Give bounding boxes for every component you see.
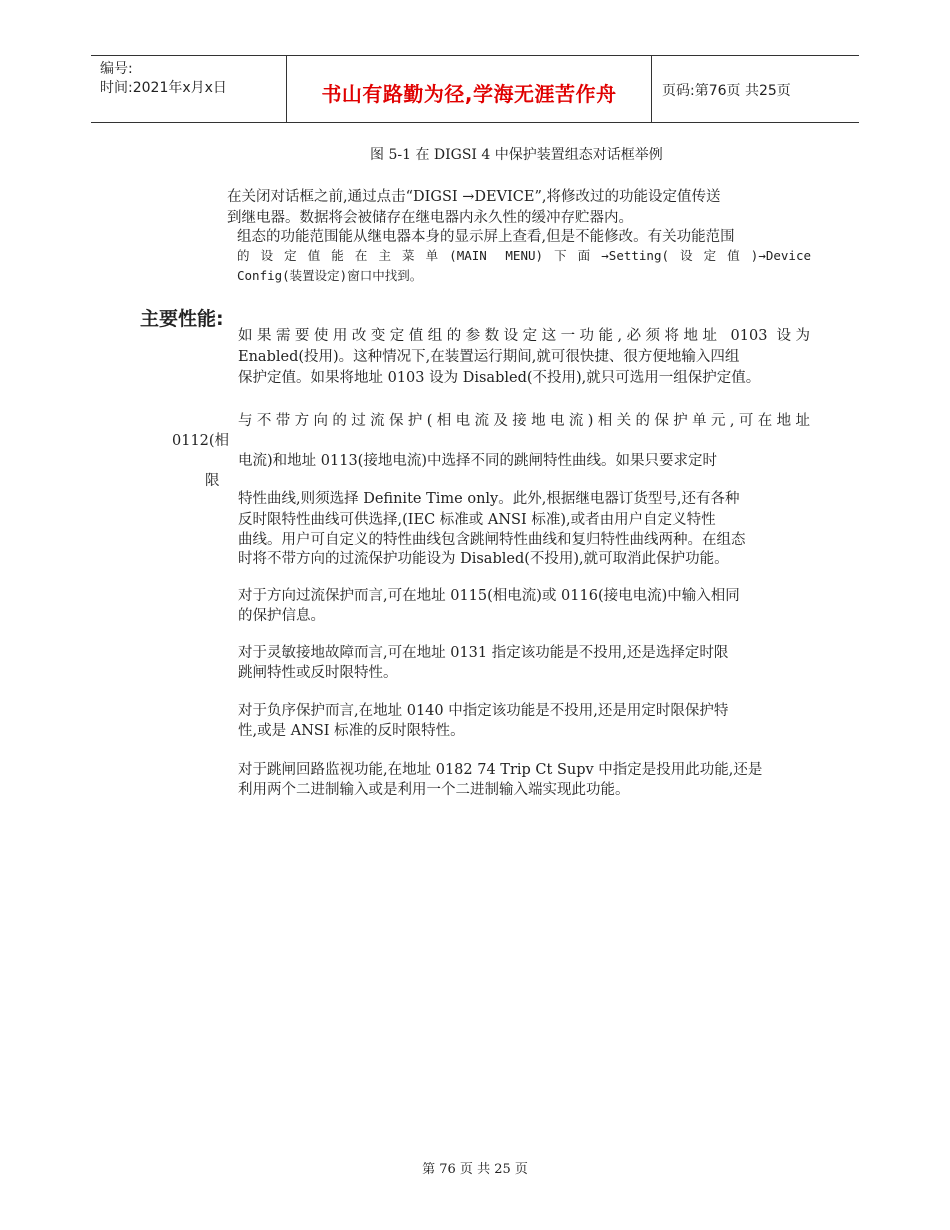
figure-caption: 图 5-1 在 DIGSI 4 中保护装置组态对话框举例 (370, 147, 663, 163)
page-footer: 第 76 页 共 25 页 (422, 1162, 528, 1177)
header-page-info: 页码:第76页 共25页 (662, 83, 791, 99)
paragraph-line: 与不带方向的过流保护(相电流及接地电流)相关的保护单元,可在地址 (238, 413, 810, 429)
paragraph-line: 对于方向过流保护而言,可在地址 0115(相电流)或 0116(接电电流)中输入相同 (238, 588, 740, 604)
paragraph-line: 时将不带方向的过流保护功能设为 Disabled(不投用),就可取消此保护功能。 (238, 551, 729, 567)
paragraph-line: 跳闸特性或反时限特性。 (238, 665, 398, 681)
paragraph-line: 组态的功能范围能从继电器本身的显示屏上查看,但是不能修改。有关功能范围 (237, 229, 735, 245)
paragraph-line: 如果需要使用改变定值组的参数设定这一功能,必须将地址 0103 设为 (238, 328, 810, 344)
document-time-label: 时间:2021年x月x日 (100, 80, 227, 96)
paragraph-line: 利用两个二进制输入或是利用一个二进制输入端实现此功能。 (238, 782, 630, 798)
paragraph-line: 限 (205, 473, 220, 489)
paragraph-line: 对于跳闸回路监视功能,在地址 0182 74 Trip Ct Supv 中指定是投用此功能,还是 (238, 762, 763, 778)
paragraph-line: 特性曲线,则须选择 Definite Time only。此外,根据继电器订货型号,还有各种 (238, 491, 740, 507)
paragraph-line: 的保护信息。 (238, 608, 325, 624)
paragraph-line: 曲线。用户可自定义的特性曲线包含跳闸特性曲线和复归特性曲线两种。在组态 (238, 532, 746, 548)
paragraph-line: 0112(相 (172, 433, 230, 449)
paragraph-line: 保护定值。如果将地址 0103 设为 Disabled(不投用),就只可选用一组保护定值。 (238, 370, 761, 386)
paragraph-line: 性,或是 ANSI 标准的反时限特性。 (238, 723, 465, 739)
document-number-label: 编号: (100, 61, 133, 77)
paragraph-line: 电流)和地址 0113(接地电流)中选择不同的跳闸特性曲线。如果只要求定时 (238, 453, 717, 469)
header-meta (91, 56, 287, 122)
header-motto-cell (287, 56, 652, 122)
paragraph-line: 对于灵敏接地故障而言,可在地址 0131 指定该功能是不投用,还是选择定时限 (238, 645, 729, 661)
paragraph-line: 在关闭对话框之前,通过点击“DIGSI →DEVICE”,将修改过的功能设定值传送 (227, 189, 721, 205)
paragraph-line: 的设定值能在主菜单(MAIN MENU)下面→Setting(设定值)→Device (237, 248, 811, 263)
paragraph-line: Enabled(投用)。这种情况下,在装置运行期间,就可很快捷、很方便地输入四组 (238, 349, 740, 365)
paragraph-line: 到继电器。数据将会被储存在继电器内永久性的缓冲存贮器内。 (227, 210, 633, 226)
header-page-cell (652, 56, 859, 122)
page-header (91, 55, 859, 123)
paragraph-line: 反时限特性曲线可供选择,(IEC 标准或 ANSI 标准),或者由用户自定义特性 (238, 512, 716, 528)
paragraph-line: 对于负序保护而言,在地址 0140 中指定该功能是不投用,还是用定时限保护特 (238, 703, 729, 719)
section-heading: 主要性能: (140, 308, 224, 330)
header-motto: 书山有路勤为径,学海无涯苦作舟 (321, 82, 617, 106)
paragraph-line: Config(装置设定)窗口中找到。 (237, 268, 423, 283)
